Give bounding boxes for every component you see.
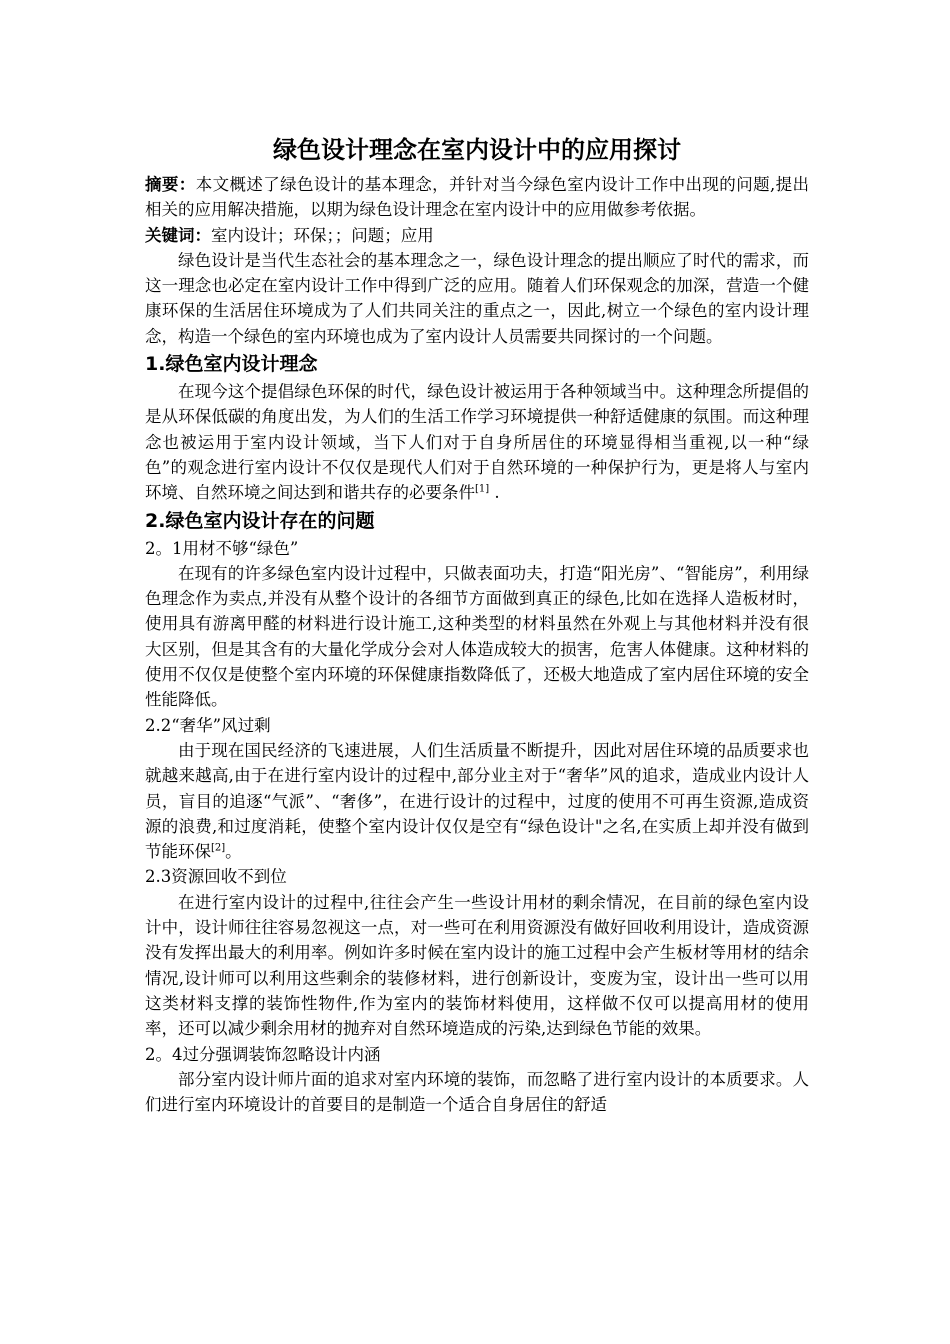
subsection-2-2-paragraph — [145, 738, 809, 864]
subsection-2-2-text: 由于现在国民经济的飞速进展，人们生活质量不断提升，因此对居住环境的品质要求也就越来越高,由于在进行室内设计的过程中,部分业主对于“奢华”风的追求，造成业内设计人员，盲目的追逐“气派”、“奢侈”，在进行设计的过程中，过度的使用不可再生资源,造成资源的浪费,和过度消耗，使整个室内设计仅仅是空有“绿色设计"之名,在实质上却并没有做到节能环保 — [145, 740, 809, 862]
subsection-2-3-paragraph: 在进行室内设计的过程中,往往会产生一些设计用材的剩余情况，在目前的绿色室内设计中，设计师往往容易忽视这一点，对一些可在利用资源没有做好回收利用设计，造成资源没有发挥出最大的利用率。例如许多时候在室内设计的施工过程中会产生板材等用材的结余情况,设计师可以利用这些剩余的装修材料，进行创新设计，变废为宝，设计出一些可以用这类材料支撑的装饰性物件,作为室内的装饰材料使用，这样做不仅可以提高用材的使用率，还可以减少剩余用材的抛弃对自然环境造成的污染,达到绿色节能的效果。 — [145, 892, 809, 1039]
citation-1: [1] — [475, 483, 490, 495]
subsection-2-3-heading: 2.3资源回收不到位 — [145, 867, 287, 887]
abstract-text: 本文概述了绿色设计的基本理念，并针对当今绿色室内设计工作中出现的问题,提出相关的应用解决措施，以期为绿色设计理念在室内设计中的应用做参考依据。 — [145, 175, 810, 220]
section-2-heading: 2.绿色室内设计存在的问题 — [145, 509, 375, 532]
subsection-2-2-tail: 。 — [225, 842, 242, 862]
abstract-label: 摘要： — [145, 175, 196, 194]
keywords-text: 室内设计；环保；；问题；应用 — [211, 225, 434, 245]
abstract-paragraph — [145, 172, 809, 223]
section-1-text: 在现今这个提倡绿色环保的时代，绿色设计被运用于各种领域当中。这种理念所提倡的是从环保低碳的角度出发，为人们的生活工作学习环境提供一种舒适健康的氛围。而这种理念也被运用于室内设计领域，当下人们对于自身所居住的环境显得相当重视,以一种“绿色”的观念进行室内设计不仅仅是现代人们对于自然环境的一种保护行为，更是将人与室内环境、自然环境之间达到和谐共存的必要条件 — [145, 382, 809, 503]
citation-2: [2] — [211, 842, 226, 854]
intro-paragraph: 绿色设计是当代生态社会的基本理念之一，绿色设计理念的提出顺应了时代的需求，而这一理念也必定在室内设计工作中得到广泛的应用。随着人们环保观念的加深，营造一个健康环保的生活居住环境成为了人们共同关注的重点之一，因此,树立一个绿色的室内设计理念，构造一个绿色的室内环境也成为了室内设计人员需要共同探讨的一个问题。 — [145, 250, 809, 346]
subsection-2-2-heading: 2.2“奢华”风过剩 — [145, 715, 271, 735]
document-page — [145, 128, 809, 1117]
subsection-2-4-heading: 2。4过分强调装饰忽略设计内涵 — [145, 1044, 381, 1064]
subsection-2-1-heading: 2。1用材不够“绿色” — [145, 538, 299, 558]
subsection-2-1-paragraph: 在现有的许多绿色室内设计过程中，只做表面功夫，打造“阳光房”、“智能房”，利用绿色理念作为卖点,并没有从整个设计的各细节方面做到真正的绿色,比如在选择人造板材时，使用具有游离甲醛的材料进行设计施工,这种类型的材料虽然在外观上与其他材料并没有很大区别，但是其含有的大量化学成分会对人体造成较大的损害，危害人体健康。这种材料的使用不仅仅是使整个室内环境的环保健康指数降低了，还极大地造成了室内居住环境的安全性能降低。 — [145, 563, 809, 710]
section-1-heading: 1.绿色室内设计理念 — [145, 353, 318, 376]
subsection-2-4-paragraph: 部分室内设计师片面的追求对室内环境的装饰，而忽略了进行室内设计的本质要求。人们进行室内环境设计的首要目的是制造一个适合自身居住的舒适 — [145, 1069, 809, 1115]
document-title: 绿色设计理念在室内设计中的应用探讨 — [273, 136, 681, 164]
section-1-tail: . — [489, 483, 500, 503]
keywords-label: 关键词： — [145, 225, 211, 245]
keywords-paragraph — [145, 223, 809, 248]
section-1-paragraph — [145, 379, 809, 505]
